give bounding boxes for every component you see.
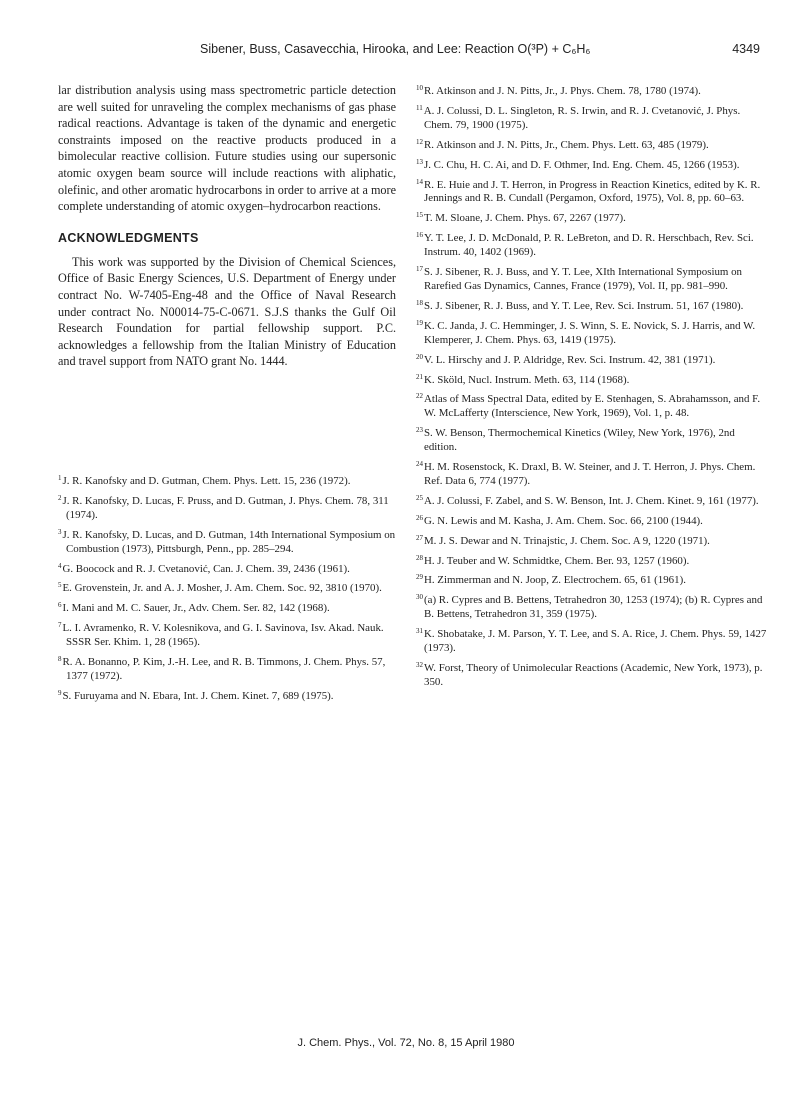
reference-item: [416, 390, 768, 421]
reference-text: (a) R. Cypres and B. Bettens, Tetrahedron 30, 1253 (1974); (b) R. Cypres and B. Bettens, Tetrahedron 31, 359 (1975).: [424, 594, 763, 621]
reference-item: [416, 351, 768, 368]
reference-item: [416, 297, 768, 314]
reference-number: 6: [58, 601, 62, 610]
reference-text: R. Atkinson and J. N. Pitts, Jr., J. Phys. Chem. 78, 1780 (1974).: [424, 85, 701, 97]
reference-text: H. M. Rosenstock, K. Draxl, B. W. Steiner, and J. T. Herron, J. Phys. Chem. Ref. Data 6, 774 (1977).: [424, 461, 756, 487]
reference-number: 1: [58, 474, 62, 482]
reference-item: [58, 687, 396, 704]
reference-number: 31: [416, 627, 423, 636]
reference-item: [58, 492, 396, 523]
reference-number: 14: [416, 177, 423, 186]
reference-text: Y. T. Lee, J. D. McDonald, P. R. LeBreton, and D. R. Herschbach, Rev. Sci. Instrum. 40, 1402 (1969).: [424, 232, 754, 259]
reference-number: 15: [416, 211, 423, 220]
reference-item: [416, 209, 768, 226]
reference-item: [416, 371, 768, 388]
reference-item: [58, 619, 396, 650]
reference-number: 19: [416, 318, 423, 327]
reference-item: [416, 102, 768, 133]
reference-number: 17: [416, 265, 423, 274]
reference-text: H. J. Teuber and W. Schmidtke, Chem. Ber. 93, 1257 (1960).: [424, 554, 690, 567]
reference-item: [416, 625, 768, 656]
reference-item: [416, 571, 768, 588]
reference-number: 27: [416, 533, 423, 542]
reference-text: K. C. Janda, J. C. Hemminger, J. S. Winn, S. E. Novick, S. J. Harris, and W. Klemperer, J. Chem. Phys. 63, 1419 (1975).: [424, 319, 756, 346]
reference-text: M. J. S. Dewar and N. Trinajstic, J. Chem. Soc. A 9, 1220 (1971).: [424, 534, 710, 547]
reference-item: [416, 229, 768, 260]
reference-number: 13: [416, 157, 423, 166]
reference-item: [416, 512, 768, 529]
reference-number: 4: [58, 561, 62, 570]
reference-number: 3: [58, 527, 62, 536]
acknowledgments-heading: ACKNOWLEDGMENTS: [58, 230, 199, 245]
reference-text: H. Zimmerman and N. Joop, Z. Electrochem. 65, 61 (1961).: [424, 574, 686, 587]
reference-item: [58, 599, 396, 616]
reference-list-left: [58, 472, 396, 707]
reference-number: 28: [416, 553, 423, 562]
reference-number: 30: [416, 593, 423, 602]
reference-text: G. Boocock and R. J. Cvetanović, Can. J. Chem. 39, 2436 (1961).: [62, 562, 350, 575]
reference-text: K. Shobatake, J. M. Parson, Y. T. Lee, and S. A. Rice, J. Chem. Phys. 59, 1427 (1973).: [424, 628, 767, 655]
reference-text: R. Atkinson and J. N. Pitts, Jr., Chem. Phys. Lett. 63, 485 (1979).: [424, 138, 709, 151]
reference-text: E. Grovenstein, Jr. and A. J. Mosher, J. Am. Chem. Soc. 92, 3810 (1970).: [62, 582, 382, 595]
reference-number: 24: [416, 460, 423, 469]
reference-item: [416, 82, 768, 99]
reference-item: [58, 560, 396, 577]
left-column: [58, 82, 396, 370]
reference-number: 8: [58, 655, 62, 664]
acknowledgments-paragraph: This work was supported by the Division of Chemical Sciences, Office of Basic Energy Sciences, U.S. Department of Energy under contract No. W-7405-Eng-48 and the Office of Naval Research under contract No. N00014-75-C-0671. S.J.S thanks the Gulf Oil Research Foundation for partial fellowship support. P.C. acknowledges a fellowship from the Italian Ministry of Education and travel support from NATO grant No. 1444.: [58, 254, 396, 369]
reference-item: [416, 263, 768, 294]
reference-text: I. Mani and M. C. Sauer, Jr., Adv. Chem. Ser. 82, 142 (1968).: [62, 602, 330, 615]
reference-item: [416, 136, 768, 153]
reference-number: 10: [416, 84, 423, 92]
reference-item: [58, 472, 396, 489]
reference-text: A. J. Colussi, F. Zabel, and S. W. Benson, Int. J. Chem. Kinet. 9, 161 (1977).: [424, 494, 759, 507]
reference-text: S. W. Benson, Thermochemical Kinetics (Wiley, New York, 1976), 2nd edition.: [424, 427, 735, 454]
reference-number: 7: [58, 621, 62, 630]
reference-number: 25: [416, 493, 423, 502]
reference-item: [416, 458, 768, 489]
intro-paragraph: lar distribution analysis using mass spectrometric particle detection are well suited for unraveling the complex mechanisms of gas phase radical reactions. Advantage is taken of the dynamic and energetic constraints imposed on the reactive products produced in a bimolecular reactive collision. Future studies using our supersonic atomic oxygen beam source will include reactions with aliphatic, olefinic, and other aromatic hydrocarbons in order to arrive at a more complete understanding of atomic oxygen–hydrocarbon reactions.: [58, 83, 396, 214]
reference-text: J. R. Kanofsky, D. Lucas, F. Pruss, and D. Gutman, J. Phys. Chem. 78, 311 (1974).: [62, 494, 389, 521]
reference-item: [416, 591, 768, 622]
page-number: 4349: [732, 42, 760, 56]
reference-text: K. Sköld, Nucl. Instrum. Meth. 63, 114 (1968).: [424, 373, 630, 386]
reference-text: G. N. Lewis and M. Kasha, J. Am. Chem. Soc. 66, 2100 (1944).: [424, 514, 703, 527]
reference-text: A. J. Colussi, D. L. Singleton, R. S. Irwin, and R. J. Cvetanović, J. Phys. Chem. 79, 1900 (1975).: [423, 104, 741, 131]
reference-text: S. Furuyama and N. Ebara, Int. J. Chem. Kinet. 7, 689 (1975).: [62, 689, 334, 702]
reference-number: 9: [58, 688, 62, 697]
reference-text: R. A. Bonanno, P. Kim, J.-H. Lee, and R. B. Timmons, J. Chem. Phys. 57, 1377 (1972).: [62, 656, 386, 682]
reference-text: W. Forst, Theory of Unimolecular Reactions (Academic, New York, 1973), p. 350.: [424, 662, 763, 688]
reference-item: [58, 526, 396, 557]
reference-number: 18: [416, 298, 423, 307]
reference-item: [416, 156, 768, 173]
reference-item: [416, 424, 768, 455]
reference-text: S. J. Sibener, R. J. Buss, and Y. T. Lee, XIth International Symposium on Rarefied Gas Dynamics, Cannes, France (1979), Vol. II, pp. 981–990.: [424, 266, 742, 292]
reference-item: [416, 317, 768, 348]
reference-text: Atlas of Mass Spectral Data, edited by E. Stenhagen, S. Abrahamsson, and F. W. McLafferty (Interscience, New York, 1969), Vol. 1, p. 48.: [424, 393, 761, 420]
reference-number: 12: [416, 137, 423, 146]
reference-number: 21: [416, 372, 423, 381]
reference-number: 11: [416, 103, 423, 112]
reference-item: [58, 579, 396, 596]
reference-text: L. I. Avramenko, R. V. Kolesnikova, and G. I. Savinova, Isv. Akad. Nauk. SSSR Ser. Khim. 1, 28 (1965).: [62, 622, 384, 649]
reference-number: 2: [58, 493, 62, 502]
running-title: Sibener, Buss, Casavecchia, Hirooka, and Lee: Reaction O(³P) + C₆H₆: [200, 42, 591, 56]
reference-item: [58, 653, 396, 684]
reference-item: [416, 176, 768, 207]
reference-number: 23: [416, 426, 423, 435]
reference-item: [416, 659, 768, 690]
reference-text: S. J. Sibener, R. J. Buss, and Y. T. Lee, Rev. Sci. Instrum. 51, 167 (1980).: [424, 299, 744, 312]
journal-footer: J. Chem. Phys., Vol. 72, No. 8, 15 April 1980: [297, 1037, 515, 1049]
reference-number: 22: [416, 392, 423, 401]
reference-text: R. E. Huie and J. T. Herron, in Progress in Reaction Kinetics, edited by K. R. Jennings and R. B. Cundall (Pergamon, Oxford, 1975), Vol. 8, pp. 60–63.: [424, 178, 761, 205]
reference-item: [416, 492, 768, 509]
reference-text: J. R. Kanofsky and D. Gutman, Chem. Phys. Lett. 15, 236 (1972).: [62, 475, 351, 487]
reference-item: [416, 532, 768, 549]
reference-number: 29: [416, 573, 423, 582]
reference-text: T. M. Sloane, J. Chem. Phys. 67, 2267 (1977).: [424, 212, 626, 225]
reference-number: 16: [416, 231, 423, 240]
reference-number: 5: [58, 581, 62, 590]
reference-item: [416, 552, 768, 569]
reference-number: 20: [416, 352, 423, 361]
reference-text: J. C. Chu, H. C. Ai, and D. F. Othmer, Ind. Eng. Chem. 45, 1266 (1953).: [424, 158, 740, 171]
reference-number: 26: [416, 513, 423, 522]
reference-text: J. R. Kanofsky, D. Lucas, and D. Gutman, 14th International Symposium on Combustion (1973), Pittsburgh, Penn., pp. 285–294.: [62, 528, 396, 555]
reference-text: V. L. Hirschy and J. P. Aldridge, Rev. Sci. Instrum. 42, 381 (1971).: [424, 353, 716, 366]
reference-list-right: [416, 82, 768, 693]
reference-number: 32: [416, 661, 423, 669]
